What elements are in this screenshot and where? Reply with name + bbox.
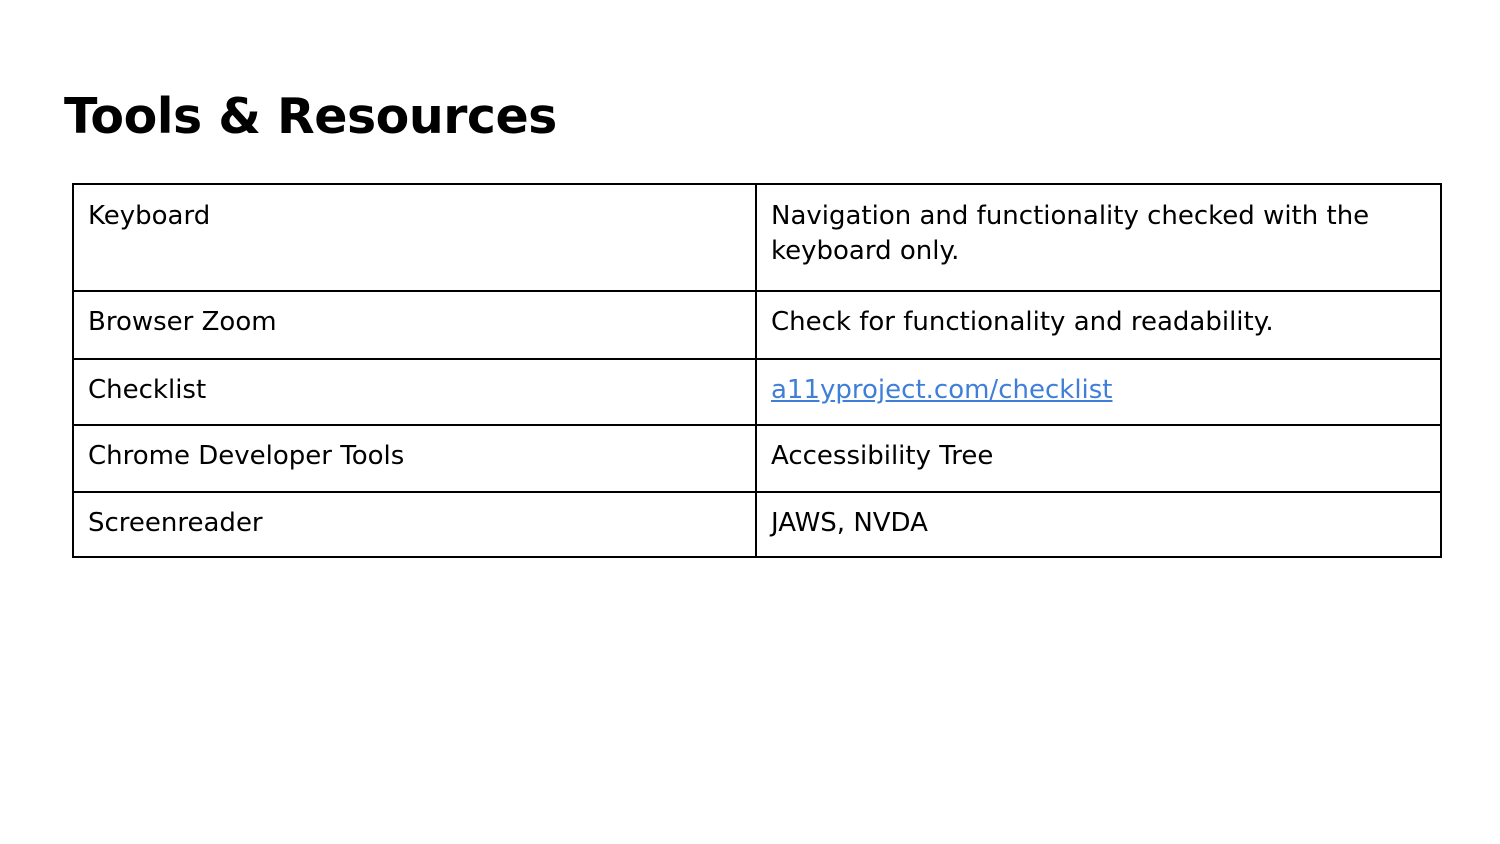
tool-cell: Checklist [73,359,756,425]
description-cell: Accessibility Tree [756,425,1441,492]
table-row [73,291,1441,359]
description-cell: Check for functionality and readability. [756,291,1441,359]
resources-table [72,183,1442,558]
tool-cell: Browser Zoom [73,291,756,359]
tool-cell: Keyboard [73,184,756,291]
tool-cell: Chrome Developer Tools [73,425,756,492]
table-row [73,184,1441,291]
tool-cell: Screenreader [73,492,756,557]
checklist-link[interactable]: a11yproject.com/checklist [771,375,1113,405]
table-row [73,425,1441,492]
table-row [73,359,1441,425]
description-cell: JAWS, NVDA [756,492,1441,557]
description-cell [756,359,1441,425]
page-title: Tools & Resources [64,88,557,145]
description-cell: Navigation and functionality checked with the keyboard only. [756,184,1441,291]
table-row [73,492,1441,557]
